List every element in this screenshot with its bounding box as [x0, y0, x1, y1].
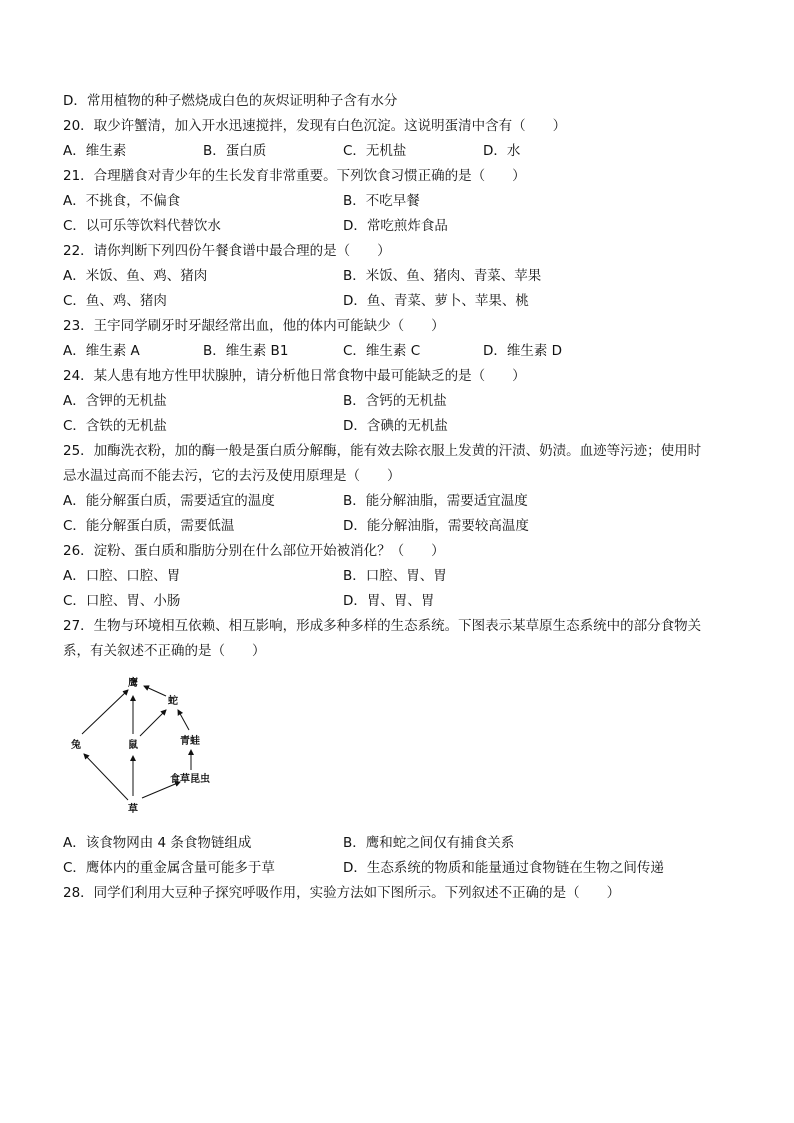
node-insect: 食草昆虫: [170, 774, 210, 785]
question-26: 26．淀粉、蛋白质和脂肪分别在什么部位开始被消化？（ ）: [63, 543, 445, 559]
question-27-line2: 系，有关叙述不正确的是（ ）: [63, 643, 266, 659]
option-20-b: B．蛋白质: [203, 143, 267, 159]
option-23-a: A．维生素 A: [63, 343, 140, 359]
option-21-c: C．以可乐等饮料代替饮水: [63, 218, 221, 234]
option-27-c: C．鹰体内的重金属含量可能多于草: [63, 860, 275, 876]
question-25-line1: 25．加酶洗衣粉，加的酶一般是蛋白质分解酶，能有效去除衣服上发黄的汗渍、奶渍。血迹等污迹；使用时: [63, 443, 702, 459]
node-grass: 草: [128, 804, 138, 815]
arrow-snake-hawk: [144, 686, 166, 696]
option-26-c: C．口腔、胃、小肠: [63, 593, 181, 609]
option-20-c: C．无机盐: [343, 143, 407, 159]
option-26-a: A．口腔、口腔、胃: [63, 568, 181, 584]
option-24-a: A．含钾的无机盐: [63, 393, 167, 409]
question-20: 20．取少许蟹清，加入开水迅速搅拌，发现有白色沉淀。这说明蛋清中含有（ ）: [63, 118, 567, 134]
option-22-b: B．米饭、鱼、猪肉、青菜、苹果: [343, 268, 542, 284]
arrow-mouse-snake: [140, 710, 166, 736]
option-24-d: D．含碘的无机盐: [343, 418, 448, 434]
node-snake: 蛇: [168, 696, 178, 707]
question-28: 28．同学们利用大豆种子探究呼吸作用，实验方法如下图所示。下列叙述不正确的是（ ）: [63, 885, 621, 901]
option-22-d: D．鱼、青菜、萝卜、苹果、桃: [343, 293, 529, 309]
option-27-a: A．该食物网由 4 条食物链组成: [63, 835, 252, 851]
question-24: 24．某人患有地方性甲状腺肿，请分析他日常食物中最可能缺乏的是（ ）: [63, 368, 526, 384]
option-25-d: D．能分解油脂，需要较高温度: [343, 518, 529, 534]
question-25-line2: 忌水温过高而不能去污，它的去污及使用原理是（ ）: [63, 468, 401, 484]
option-23-c: C．维生素 C: [343, 343, 421, 359]
arrow-frog-snake: [178, 710, 189, 730]
question-22: 22．请你判断下列四份午餐食谱中最合理的是（ ）: [63, 243, 391, 259]
option-23-d: D．维生素 D: [483, 343, 563, 359]
question-21: 21．合理膳食对青少年的生长发育非常重要。下列饮食习惯正确的是（ ）: [63, 168, 526, 184]
option-20-d: D．水: [483, 143, 521, 159]
option-26-b: B．口腔、胃、胃: [343, 568, 447, 584]
option-24-c: C．含铁的无机盐: [63, 418, 167, 434]
option-19-d: D．常用植物的种子燃烧成白色的灰烬证明种子含有水分: [63, 93, 398, 109]
node-rabbit: 兔: [71, 740, 81, 751]
option-21-b: B．不吃早餐: [343, 193, 420, 209]
option-22-a: A．米饭、鱼、鸡、猪肉: [63, 268, 208, 284]
node-mouse: 鼠: [128, 740, 138, 751]
option-23-b: B．维生素 B1: [203, 343, 289, 359]
option-27-d: D．生态系统的物质和能量通过食物链在生物之间传递: [343, 860, 664, 876]
arrow-grass-rabbit: [84, 754, 128, 800]
option-25-a: A．能分解蛋白质，需要适宜的温度: [63, 493, 275, 509]
arrow-rabbit-hawk: [82, 690, 128, 734]
option-21-d: D．常吃煎炸食品: [343, 218, 448, 234]
option-25-c: C．能分解蛋白质，需要低温: [63, 518, 235, 534]
option-25-b: B．能分解油脂，需要适宜温度: [343, 493, 528, 509]
question-27-line1: 27．生物与环境相互依赖、相互影响，形成多种多样的生态系统。下图表示某草原生态系统中的部分食物关: [63, 618, 702, 634]
option-27-b: B．鹰和蛇之间仅有捕食关系: [343, 835, 515, 851]
node-frog: 青蛙: [180, 736, 200, 747]
question-23: 23．王宇同学刷牙时牙龈经常出血，他的体内可能缺少（ ）: [63, 318, 445, 334]
option-22-c: C．鱼、鸡、猪肉: [63, 293, 167, 309]
option-24-b: B．含钙的无机盐: [343, 393, 447, 409]
option-21-a: A．不挑食，不偏食: [63, 193, 181, 209]
food-web-diagram: [66, 672, 226, 818]
option-20-a: A．维生素: [63, 143, 127, 159]
node-hawk: 鹰: [128, 678, 138, 689]
option-26-d: D．胃、胃、胃: [343, 593, 435, 609]
